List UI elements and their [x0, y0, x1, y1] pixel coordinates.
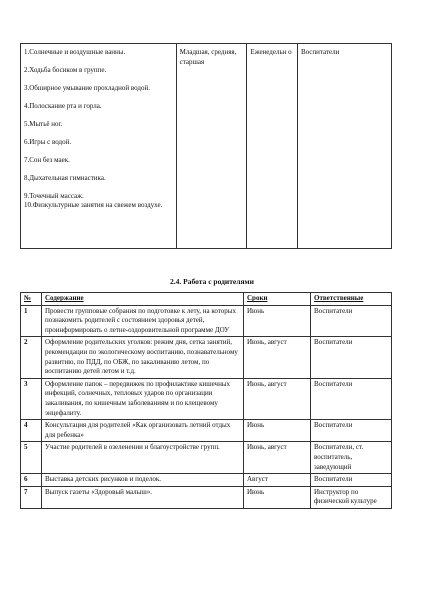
- row-content: Выставка детских рисунков и поделок.: [42, 474, 244, 487]
- row-responsible: Воспитатели, ст. воспитатель, заведующий: [311, 442, 392, 474]
- table-row: [21, 474, 392, 487]
- header-number: №: [21, 293, 42, 306]
- row-content: Участие родителей в озеленении и благоустройстве групп.: [42, 442, 244, 474]
- activity-item: 6.Игры с водой.: [24, 137, 72, 146]
- activity-item: 1.Солнечные и воздушные ванны.: [24, 48, 126, 56]
- activity-item: 4.Полоскание рта и горла.: [24, 101, 102, 110]
- table-row: [21, 44, 392, 249]
- row-number: 6: [21, 474, 42, 487]
- row-responsible: Воспитатели: [311, 305, 392, 337]
- table-row: [21, 337, 392, 378]
- activities-cell: [21, 44, 177, 249]
- activity-item: 10.Физкультурные занятия на свежем воздухе.: [24, 201, 163, 210]
- table-row: [21, 378, 392, 419]
- header-content: Содержание: [42, 293, 244, 306]
- row-number: 1: [21, 305, 42, 337]
- table-row: [21, 486, 392, 508]
- row-content: Оформление папок – передвижек по профилактике кишечных инфекций, солнечных, тепловых ударов по организации закаливания, по кишечным заболеваниям и по клещевому энцефалиту.: [42, 378, 244, 419]
- row-number: 3: [21, 378, 42, 419]
- row-period: Июнь: [244, 305, 311, 337]
- parents-work-table: [20, 292, 392, 509]
- row-period: Июнь, август: [244, 337, 311, 378]
- row-number: 2: [21, 337, 42, 378]
- row-responsible: Воспитатели: [311, 420, 392, 442]
- activity-item: 5.Мытьё ног.: [24, 119, 63, 128]
- hardening-table: [20, 43, 392, 249]
- activity-item: 9.Точечный массаж.: [24, 191, 84, 200]
- table-row: [21, 420, 392, 442]
- row-content: Провести групповые собрания по подготовке к лету, на которых познакомить родителей с состоянием здоровья детей, проинформировать о летне-оздоровительной программе ДОУ: [42, 305, 244, 337]
- activity-item: 3.Обширное умывание прохладной водой.: [24, 83, 150, 92]
- row-responsible: Воспитатели: [311, 474, 392, 487]
- responsible-cell: Воспитатели: [297, 44, 391, 249]
- activity-item: 7.Сон без маек.: [24, 155, 70, 164]
- row-responsible: Инструктор по физической культуре: [311, 486, 392, 508]
- row-period: Июнь: [244, 486, 311, 508]
- row-period: Июнь: [244, 420, 311, 442]
- row-content: Выпуск газеты «Здоровый малыш».: [42, 486, 244, 508]
- row-content: Оформление родительских уголков: режим дня, сетка занятий, рекомендации по экологическому воспитанию, познавательному развитию, по ПДД, по ОБЖ, по закаливанию летом, по воспитанию детей летом и т.д.: [42, 337, 244, 378]
- section-title: 2.4. Работа с родителями: [170, 277, 254, 286]
- table-row: [21, 442, 392, 474]
- table-row: [21, 305, 392, 337]
- row-content: Консультация для родителей «Как организовать летний отдых для ребенка»: [42, 420, 244, 442]
- row-number: 7: [21, 486, 42, 508]
- activity-item: 8.Дыхательная гимнастика.: [24, 173, 106, 182]
- row-period: Август: [244, 474, 311, 487]
- row-period: Июнь, август: [244, 378, 311, 419]
- row-number: 5: [21, 442, 42, 474]
- row-period: Июнь, август: [244, 442, 311, 474]
- row-responsible: Воспитатели: [311, 378, 392, 419]
- row-number: 4: [21, 420, 42, 442]
- header-period: Сроки: [244, 293, 311, 306]
- activity-item: 2.Ходьба босиком в группе.: [24, 65, 107, 74]
- header-responsible: Ответственные: [311, 293, 392, 306]
- groups-cell: Младшая, средняя, старшая: [176, 44, 247, 249]
- row-responsible: Воспитатели: [311, 337, 392, 378]
- frequency-cell: Еженедельн о: [247, 44, 298, 249]
- table-header-row: [21, 293, 392, 306]
